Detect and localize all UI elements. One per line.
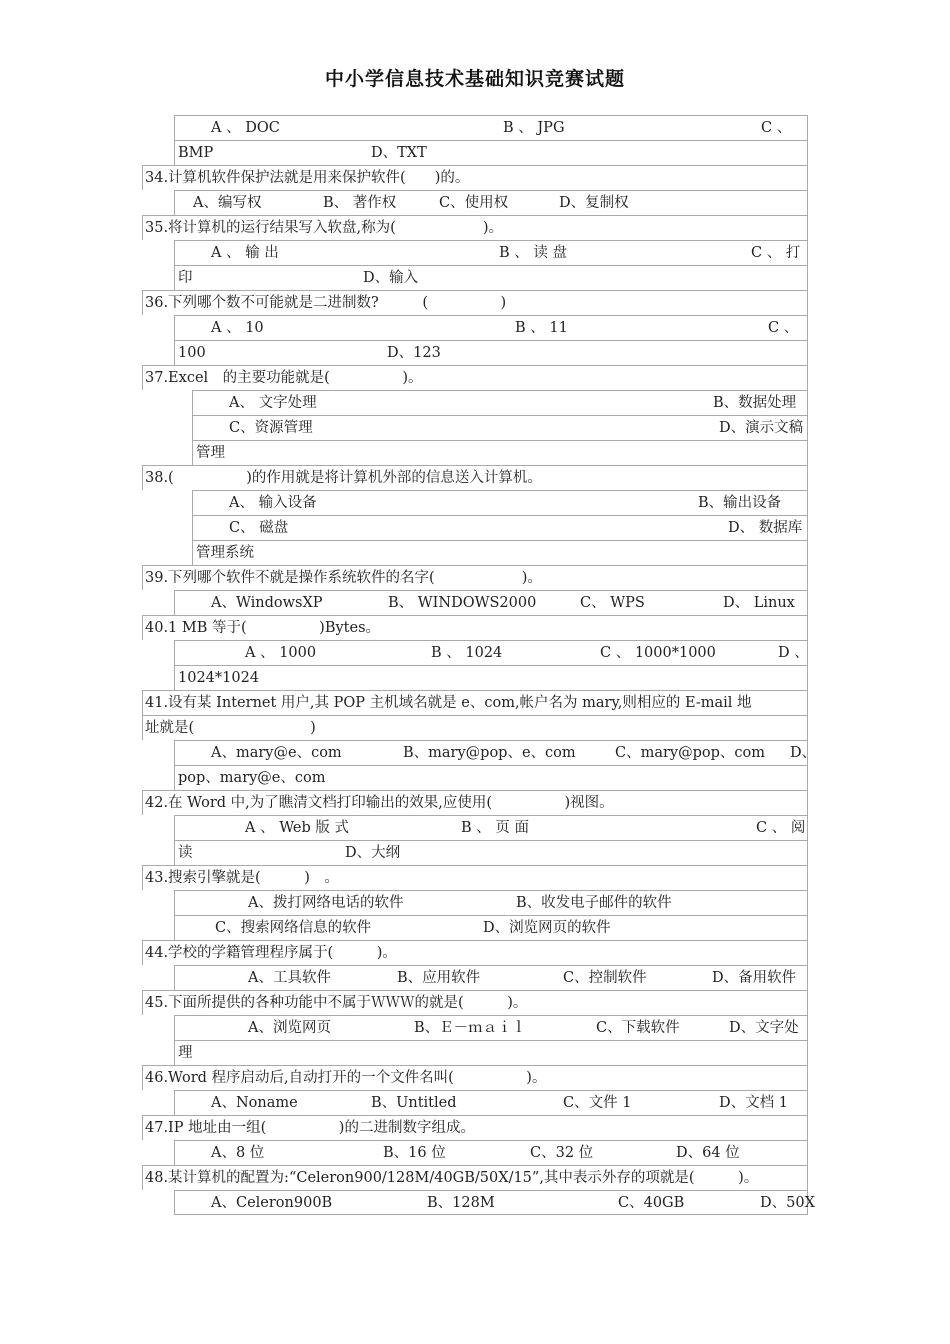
option-text: A 、 DOC — [211, 120, 280, 136]
option-text: C 、 打 — [751, 245, 801, 261]
options-row — [192, 390, 808, 415]
options-row — [174, 915, 808, 940]
option-text: B、 著作权 — [323, 195, 397, 211]
option-text: BMP — [178, 145, 214, 161]
options-row — [174, 315, 808, 340]
option-text: D、 — [790, 745, 817, 761]
option-text: A 、 Web 版 式 — [245, 820, 349, 836]
option-text: D、 数据库 — [728, 520, 803, 536]
options-row — [174, 1190, 815, 1215]
option-text: D、复制权 — [559, 195, 629, 211]
page-title: 中小学信息技术基础知识竞赛试题 — [324, 68, 625, 90]
option-text: B、收发电子邮件的软件 — [516, 895, 672, 911]
options-row — [192, 515, 808, 540]
question-row — [142, 290, 808, 315]
options-row — [174, 1015, 808, 1040]
option-text: D、文字处 — [729, 1020, 799, 1036]
question-text: 42.在 Word 中,为了瞧清文档打印输出的效果,应使用( )视图。 — [145, 795, 614, 811]
option-text: D 、 — [778, 645, 809, 661]
option-text: B、输出设备 — [698, 495, 782, 511]
option-text: A、浏览网页 — [248, 1020, 331, 1036]
question-row — [142, 565, 808, 590]
option-text: D、演示文稿 — [719, 420, 804, 436]
options-row — [174, 965, 808, 990]
question-text: 34.计算机软件保护法就是用来保护软件( )的。 — [145, 170, 470, 186]
option-text: B 、 页 面 — [461, 820, 529, 836]
options-row — [192, 540, 808, 565]
question-text: 48.某计算机的配置为:“Celeron900/128M/40GB/50X/15”,其中表示外存的项就是( )。 — [145, 1170, 759, 1186]
option-text: D、文档 1 — [719, 1095, 788, 1111]
option-text: D、TXT — [371, 145, 427, 161]
option-text: B 、 JPG — [503, 120, 565, 136]
options-row — [174, 740, 817, 765]
question-row — [142, 790, 808, 815]
question-row — [142, 1065, 808, 1090]
option-text: B、Ｅ－ｍａｉｌ — [414, 1020, 527, 1036]
option-text: A、拨打网络电话的软件 — [248, 895, 404, 911]
option-text: D、 Linux — [723, 595, 795, 611]
options-row — [174, 890, 808, 915]
option-text: B、 WINDOWS2000 — [388, 595, 537, 611]
options-row — [174, 1090, 808, 1115]
option-text: 1024*1024 — [178, 670, 260, 686]
option-text: 管理系统 — [196, 545, 254, 561]
question-text: 35.将计算机的运行结果写入软盘,称为( )。 — [145, 220, 503, 236]
options-row — [174, 840, 808, 865]
option-text: C、文件 1 — [563, 1095, 632, 1111]
option-text: C、 磁盘 — [229, 520, 289, 536]
option-text: B 、 1024 — [431, 645, 503, 661]
option-text: C、使用权 — [439, 195, 509, 211]
question-row — [142, 165, 808, 190]
option-text: C、40GB — [618, 1195, 685, 1211]
option-text: B、16 位 — [383, 1145, 446, 1161]
option-text: A、工具软件 — [248, 970, 331, 986]
options-row — [174, 765, 808, 790]
question-text: 40.1 MB 等于( )Bytes。 — [145, 620, 381, 636]
question-row — [142, 615, 808, 640]
option-text: D、123 — [387, 345, 441, 361]
question-text: 36.下列哪个数不可能就是二进制数? ( ) — [145, 295, 507, 311]
option-text: B 、 11 — [515, 320, 568, 336]
options-row — [174, 190, 808, 215]
option-text: A、Noname — [211, 1095, 298, 1111]
options-row — [174, 815, 808, 840]
option-text: pop、mary@e、com — [178, 770, 326, 786]
option-text: 管理 — [196, 445, 225, 461]
options-row — [174, 640, 808, 665]
question-row — [142, 865, 808, 890]
option-text: C 、 阅 — [756, 820, 806, 836]
question-row — [142, 1115, 808, 1140]
options-row — [174, 140, 808, 165]
option-text: B、数据处理 — [713, 395, 797, 411]
question-text: 址就是( ) — [145, 720, 316, 736]
option-text: A、mary@e、com — [211, 745, 342, 761]
option-text: D、64 位 — [676, 1145, 740, 1161]
option-text: 读 — [178, 845, 193, 861]
question-row — [142, 940, 808, 965]
options-row — [174, 590, 808, 615]
options-row — [174, 115, 808, 140]
option-text: A 、 10 — [211, 320, 264, 336]
question-text: 38.( )的作用就是将计算机外部的信息送入计算机。 — [145, 470, 542, 486]
question-row — [142, 690, 808, 715]
option-text: A、Celeron900B — [211, 1195, 333, 1211]
question-text: 41.设有某 Internet 用户,其 POP 主机域名就是 e、com,帐户名为 mary,则相应的 E-mail 地 — [145, 695, 752, 711]
option-text: 理 — [178, 1045, 193, 1061]
options-row — [192, 440, 808, 465]
option-text: C、控制软件 — [563, 970, 647, 986]
question-row — [142, 715, 808, 740]
options-row — [174, 1140, 808, 1165]
option-text: A、 输入设备 — [229, 495, 317, 511]
option-text: B、Untitled — [371, 1095, 457, 1111]
option-text: C、mary@pop、com — [615, 745, 766, 761]
option-text: B、128M — [427, 1195, 495, 1211]
options-row — [192, 490, 808, 515]
option-text: C、 WPS — [580, 595, 645, 611]
option-text: C 、 1000*1000 — [600, 645, 716, 661]
question-text: 43.搜索引擎就是( ) 。 — [145, 870, 339, 886]
question-text: 37.Excel 的主要功能就是( )。 — [145, 370, 423, 386]
question-text: 39.下列哪个软件不就是操作系统软件的名字( )。 — [145, 570, 542, 586]
question-row — [142, 990, 808, 1015]
options-row — [174, 1040, 808, 1065]
option-text: A、8 位 — [211, 1145, 265, 1161]
option-text: C 、 — [768, 320, 799, 336]
option-text: A、 文字处理 — [229, 395, 317, 411]
option-text: A 、 1000 — [245, 645, 317, 661]
option-text: B、mary@pop、e、com — [403, 745, 576, 761]
options-row — [174, 265, 808, 290]
options-row — [192, 415, 808, 440]
options-row — [174, 340, 808, 365]
question-row — [142, 215, 808, 240]
options-row — [174, 665, 808, 690]
options-row — [174, 240, 808, 265]
option-text: C、下载软件 — [596, 1020, 680, 1036]
option-text: 印 — [178, 270, 193, 286]
option-text: C、32 位 — [530, 1145, 594, 1161]
question-text: 46.Word 程序启动后,自动打开的一个文件名叫( )。 — [145, 1070, 547, 1086]
question-text: 44.学校的学籍管理程序属于( )。 — [145, 945, 397, 961]
option-text: C、搜索网络信息的软件 — [215, 920, 372, 936]
option-text: A、编写权 — [193, 195, 262, 211]
option-text: 100 — [178, 345, 206, 361]
question-row — [142, 1165, 808, 1190]
option-text: D、浏览网页的软件 — [483, 920, 611, 936]
option-text: B、应用软件 — [397, 970, 481, 986]
option-text: C、资源管理 — [229, 420, 313, 436]
question-text: 45.下面所提供的各种功能中不属于ＷＷＷ的就是( )。 — [145, 995, 528, 1011]
option-text: D、输入 — [363, 270, 419, 286]
option-text: D、备用软件 — [712, 970, 797, 986]
question-row — [142, 365, 808, 390]
option-text: C 、 — [761, 120, 792, 136]
option-text: D、50X — [760, 1195, 815, 1211]
option-text: B 、 读 盘 — [499, 245, 567, 261]
question-row — [142, 465, 808, 490]
option-text: A 、 输 出 — [211, 245, 279, 261]
option-text: A、WindowsXP — [211, 595, 323, 611]
question-text: 47.IP 地址由一组( )的二进制数字组成。 — [145, 1120, 475, 1136]
option-text: D、大纲 — [345, 845, 401, 861]
